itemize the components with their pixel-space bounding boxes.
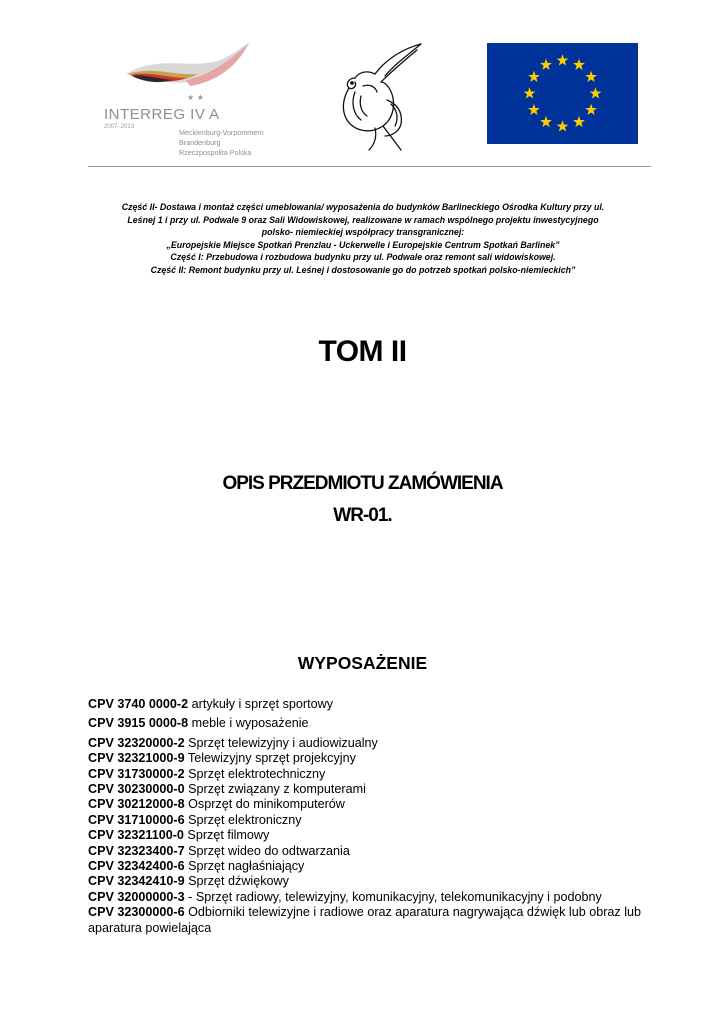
interreg-swoosh-icon — [98, 40, 283, 110]
cpv-item — [88, 828, 648, 843]
interreg-region: Mecklenburg-Vorpommern — [179, 128, 264, 137]
bird-logo — [325, 40, 430, 155]
cpv-item — [88, 844, 648, 859]
interreg-region: Brandenburg — [179, 138, 221, 147]
svg-text:★ ★: ★ ★ — [187, 93, 204, 102]
intro-line: „Europejskie Miejsce Spotkań Prenzlau - Uckerwelle i Europejskie Centrum Spotkań Barlinek” — [166, 239, 560, 250]
document-code: WR-01. — [333, 505, 392, 526]
cpv-description: Sprzęt elektrotechniczny — [184, 766, 326, 781]
cpv-description: Sprzęt filmowy — [183, 828, 270, 843]
eu-flag-icon — [487, 43, 638, 144]
cpv-code: CPV 32320000-2 — [88, 735, 185, 750]
cpv-code: CPV 32321100-0 — [88, 828, 184, 843]
cpv-description: Telewizyjny sprzęt projekcyjny — [184, 751, 356, 766]
cpv-description: Sprzęt telewizyjny i audiowizualny — [184, 735, 378, 750]
intro-line: Część II- Dostawa i montaż części umeblowania/ wyposażenia do budynków Barlineckiego Ośrodka Kultury przy ul. — [121, 202, 605, 212]
cpv-item — [88, 751, 648, 766]
cpv-item — [88, 697, 648, 712]
cpv-code: CPV 31730000-2 — [88, 766, 185, 781]
interreg-logo — [98, 40, 283, 170]
interreg-title: INTERREG IV A — [104, 106, 220, 123]
stylized-bird-icon — [325, 40, 430, 155]
cpv-item — [88, 782, 648, 797]
cpv-description: Sprzęt wideo do odtwarzania — [184, 843, 350, 858]
interreg-region: Rzeczpospolita Polska — [179, 148, 252, 157]
cpv-description: meble i wyposażenie — [188, 716, 309, 731]
cpv-code: CPV 32323400-7 — [88, 843, 185, 858]
header-divider — [88, 166, 651, 167]
cpv-list — [88, 697, 648, 936]
cpv-code: CPV 32342400-6 — [88, 859, 185, 874]
cpv-code: CPV 3740 0000-2 — [88, 697, 189, 711]
intro-line: Część I: Przebudowa i rozbudowa budynku przy ul. Podwale oraz remont sali widowiskowej. — [170, 252, 556, 262]
cpv-code: CPV 32342410-9 — [88, 874, 185, 889]
cpv-item — [88, 813, 648, 828]
cpv-item — [88, 859, 648, 874]
cpv-code: CPV 32000000-3 — [88, 889, 185, 904]
cpv-description: Sprzęt związany z komputerami — [184, 782, 366, 797]
eu-flag — [487, 43, 638, 144]
cpv-code: CPV 30212000-8 — [88, 797, 185, 812]
cpv-item — [88, 797, 648, 812]
cpv-item — [88, 736, 648, 751]
cpv-item — [88, 890, 648, 905]
intro-line: Leśnej 1 i przy ul. Podwale 9 oraz Sali Widowiskowej, realizowane w ramach wspólnego projektu inwestycyjnego — [127, 214, 599, 225]
interreg-years: 2007–2013 — [104, 124, 135, 130]
cpv-item — [88, 874, 648, 889]
cpv-item — [88, 716, 648, 731]
cpv-item — [88, 905, 648, 936]
intro-line: Część II: Remont budynku przy ul. Leśnej i dostosowanie go do potrzeb spotkań polsko-niemieckich” — [150, 264, 576, 275]
document-title: OPIS PRZEDMIOTU ZAMÓWIENIA — [222, 473, 503, 494]
cpv-description: Sprzęt dźwiękowy — [184, 874, 289, 889]
intro-line: polsko- niemieckiej współpracy transgranicznej: — [261, 227, 465, 237]
cpv-item — [88, 767, 648, 782]
cpv-code: CPV 3915 0000-8 — [88, 716, 189, 731]
volume-title: TOM II — [318, 335, 407, 368]
cpv-description: - Sprzęt radiowy, telewizyjny, komunikacyjny, telekomunikacyjny i podobny — [184, 889, 602, 904]
section-title: WYPOSAŻENIE — [297, 653, 428, 673]
cpv-code: CPV 32300000-6 — [88, 905, 185, 920]
cpv-code: CPV 32321000-9 — [88, 751, 185, 766]
cpv-description: artykuły i sprzęt sportowy — [188, 697, 333, 711]
intro-paragraph — [88, 201, 638, 276]
cpv-code: CPV 30230000-0 — [88, 782, 185, 797]
cpv-code: CPV 31710000-6 — [88, 812, 185, 827]
cpv-description: Sprzęt nagłaśniający — [184, 859, 305, 874]
interreg-regions — [179, 128, 264, 158]
cpv-description: Osprzęt do minikomputerów — [184, 797, 345, 812]
cpv-description: Odbiorniki telewizyjne i radiowe oraz aparatura nagrywająca dźwięk lub obraz lub aparatura powielająca — [88, 905, 642, 935]
cpv-description: Sprzęt elektroniczny — [184, 812, 302, 827]
